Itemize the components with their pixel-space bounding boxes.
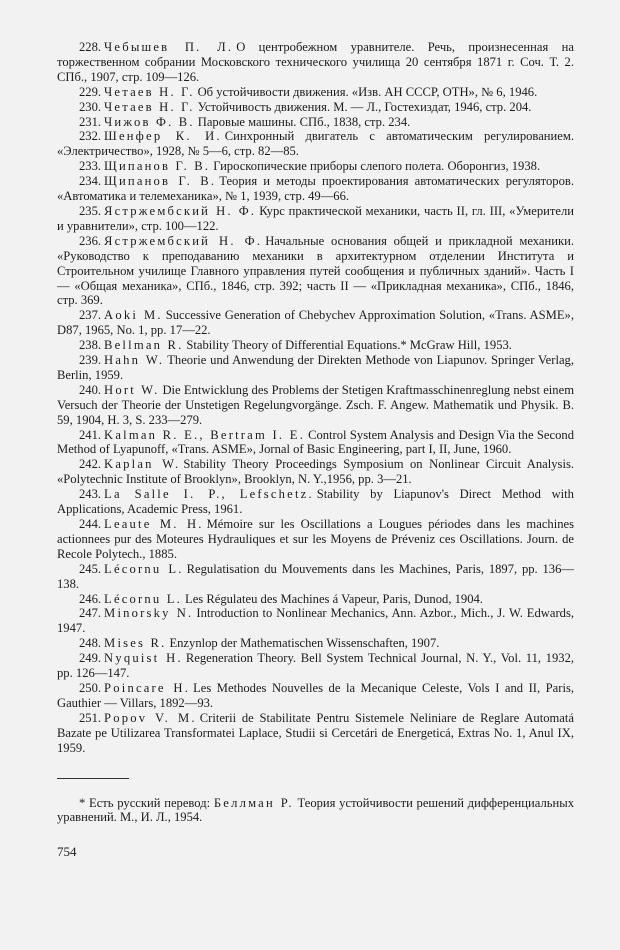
- reference-author: Kalman R. E., Bertram I. E.: [104, 427, 306, 442]
- reference-author: Ястржембский Н. Ф.: [104, 233, 263, 248]
- reference-text: Stability Theory Proceedings Symposium on Nonlinear Circuit Analysis. «Polytechnic Institute of Brooklyn», Brooklyn, N. Y.,1956, pp. 3—21.: [57, 457, 575, 487]
- reference-number: 250.: [79, 680, 102, 695]
- page-number: 754: [57, 844, 77, 860]
- reference-number: 232.: [79, 129, 102, 144]
- reference-author: Hahn W.: [104, 353, 165, 368]
- reference-item: [57, 85, 574, 100]
- reference-number: 229.: [79, 84, 102, 99]
- reference-text: Enzynlop der Mathematischen Wissenschaften, 1907.: [169, 636, 440, 651]
- reference-text: Regulatisation du Mouvements dans les Machines, Paris, 1897, pp. 136—138.: [57, 561, 574, 591]
- reference-item: [57, 338, 574, 353]
- reference-item: [57, 129, 574, 159]
- reference-author: Aoki M.: [104, 308, 163, 323]
- reference-number: 230.: [79, 99, 102, 114]
- reference-number: 237.: [79, 308, 102, 323]
- reference-item: [57, 428, 574, 458]
- reference-item: [57, 562, 574, 592]
- reference-item: [57, 40, 574, 85]
- reference-number: 235.: [79, 203, 102, 218]
- reference-number: 236.: [79, 233, 102, 248]
- reference-item: [57, 159, 574, 174]
- reference-number: 241.: [79, 427, 102, 442]
- reference-text: Курс практической механики, часть II, гл. III, «Умерители и уравнители», стр. 100—122.: [57, 203, 574, 233]
- reference-number: 251.: [79, 710, 102, 725]
- reference-number: 249.: [79, 651, 102, 666]
- reference-author: Четаев Н. Г.: [104, 99, 195, 114]
- reference-text: Criterii de Stabilitate Pentru Sistemele Neliniare de Reglare Automatá Bazate pe Utilizarea Transformatei Laplace, Studii si Cercetári de Energeticá, Extras No. 1, Anul IX, 1959.: [57, 710, 574, 755]
- reference-text: О центробежном уравнителе. Речь, произнесенная на торжественном собрании Московского технического училища 20 сентября 1871 г. Соч. Т. 2. СПб., 1907, стр. 109—126.: [57, 40, 574, 84]
- reference-list: [57, 40, 574, 756]
- reference-item: [57, 308, 574, 338]
- reference-item: [57, 592, 574, 607]
- reference-text: Stability by Liapunov's Direct Method with Applications, Academic Press, 1961.: [57, 487, 574, 517]
- reference-item: [57, 711, 574, 756]
- reference-item: [57, 100, 574, 115]
- reference-number: 247.: [79, 606, 102, 621]
- reference-author: Nyquist H.: [104, 651, 183, 666]
- reference-number: 242.: [79, 457, 102, 472]
- reference-text: Синхронный двигатель с автоматическим регулированием. «Электричество», 1928, № 5—6, стр. 82—85.: [57, 129, 574, 159]
- reference-text: Les Régulateu des Machines á Vapeur, Paris, Dunod, 1904.: [185, 591, 483, 606]
- reference-item: [57, 174, 574, 204]
- reference-author: Leaute M. H.: [104, 517, 204, 531]
- reference-text: Die Entwicklung des Problems der Stetigen Kraftmasschinenreglung nebst einem Versuch der Theorie der Unstetigen Regelungvorgänge. Zsch. F. Angew. Mathematik und Physik. B. 59, 1904, H. 3, S. 233—279.: [57, 382, 574, 427]
- reference-number: 244.: [79, 517, 102, 531]
- reference-author: Kaplan W.: [104, 457, 181, 472]
- reference-text: Regeneration Theory. Bell System Technical Journal, N. Y., Vol. 11, 1932, pp. 126—147.: [57, 651, 575, 681]
- reference-item: [57, 204, 574, 234]
- reference-text: Theorie und Anwendung der Direkten Methode von Liapunov. Springer Verlag, Berlin, 1959.: [57, 353, 574, 382]
- reference-text: Теория и методы проектирования автоматических регуляторов. «Автоматика и телемеханика», № 1, 1939, стр. 49—66.: [57, 174, 574, 204]
- reference-item: [57, 234, 574, 309]
- reference-author: Щипанов Г. В.: [104, 174, 217, 189]
- reference-author: Чижов Ф. В.: [104, 114, 195, 129]
- reference-number: 243.: [79, 487, 102, 502]
- reference-author: Шенфер К. И.: [104, 129, 222, 144]
- reference-text: Successive Generation of Chebychev Approximation Solution, «Trans. ASME», D87, 1965, No. 1, pp. 17—22.: [57, 308, 574, 338]
- reference-number: 246.: [79, 591, 102, 606]
- reference-text: Гироскопические приборы слепого полета. Оборонгиз, 1938.: [213, 159, 541, 174]
- footnote-divider: [57, 778, 129, 779]
- reference-text: Устойчивость движения. М. — Л., Гостехиздат, 1946, стр. 204.: [197, 99, 532, 114]
- reference-text: Les Methodes Nouvelles de la Mecanique Celeste, Vols I and II, Paris, Gauthier — Villars, 1892—93.: [57, 680, 575, 710]
- reference-author: Щипанов Г. В.: [104, 159, 211, 174]
- reference-author: Minorsky N.: [104, 606, 194, 621]
- reference-text: Паровые машины. СПб., 1838, стр. 234.: [197, 114, 411, 129]
- reference-item: [57, 383, 574, 428]
- reference-number: 240.: [79, 382, 102, 397]
- reference-number: 233.: [79, 159, 102, 174]
- reference-number: 239.: [79, 353, 102, 368]
- reference-author: Lécornu L.: [104, 591, 182, 606]
- reference-item: [57, 517, 574, 562]
- reference-number: 234.: [79, 174, 102, 189]
- footnote-author: Беллман Р.: [213, 795, 294, 810]
- reference-author: Четаев Н. Г.: [104, 84, 195, 99]
- reference-number: 231.: [79, 114, 102, 129]
- reference-item: [57, 606, 574, 636]
- reference-text: Начальные основания общей и прикладной механики. «Руководство к преподаванию механики в архитектурном отделении Института и Строительном училище Главного управления путей сообщения и публичных зданий». Часть I — «Общая механика», СПб., 1846, стр. 392; часть II — «Прикладная механика», СПб., 1846, стр. 369.: [57, 233, 575, 308]
- reference-number: 228.: [79, 40, 102, 54]
- reference-item: [57, 457, 574, 487]
- reference-text: Mémoire sur les Oscillations a Lougues périodes dans les machines actionnees pur des Moteures Hydrauliques et sur les Moyens de Préveniz ces Oscillations. Journ. de Recole Polytech., 1885.: [57, 517, 574, 561]
- reference-item: [57, 651, 574, 681]
- reference-author: Mises R.: [104, 636, 167, 651]
- reference-author: Ястржембский Н. Ф.: [104, 203, 257, 218]
- reference-text: Об устойчивости движения. «Изв. АН СССР, ОТН», № 6, 1946.: [197, 84, 538, 99]
- reference-item: [57, 487, 574, 517]
- reference-author: Poincare H.: [104, 680, 191, 695]
- reference-author: Hort W.: [104, 382, 160, 397]
- reference-number: 248.: [79, 636, 102, 651]
- reference-text: Introduction to Nonlinear Mechanics, Ann. Azbor., Mich., J. W. Edwards, 1947.: [57, 606, 574, 636]
- reference-author: Lécornu L.: [104, 561, 184, 576]
- reference-author: Bellman R.: [104, 338, 184, 353]
- reference-item: [57, 353, 574, 383]
- reference-text: Control System Analysis and Design Via the Second Method of Lyapunoff, «Trans. ASME», Jornal of Basic Engineering, part I, II, June, 1960.: [57, 427, 574, 457]
- reference-text: Stability Theory of Differential Equations.* McGraw Hill, 1953.: [186, 338, 512, 353]
- reference-author: Чебышев П. Л.: [104, 40, 234, 54]
- footnote: [57, 796, 574, 826]
- reference-author: La Salle I. P., Lefschetz.: [104, 487, 314, 502]
- reference-author: Popov V. M.: [104, 710, 197, 725]
- footnote-prefix: * Есть русский перевод:: [79, 795, 211, 810]
- reference-number: 238.: [79, 338, 102, 353]
- reference-number: 245.: [79, 561, 102, 576]
- reference-item: [57, 115, 574, 130]
- reference-item: [57, 681, 574, 711]
- reference-item: [57, 636, 574, 651]
- footnote-text: Теория устойчивости решений дифференциальных уравнений. М., И. Л., 1954.: [57, 795, 574, 825]
